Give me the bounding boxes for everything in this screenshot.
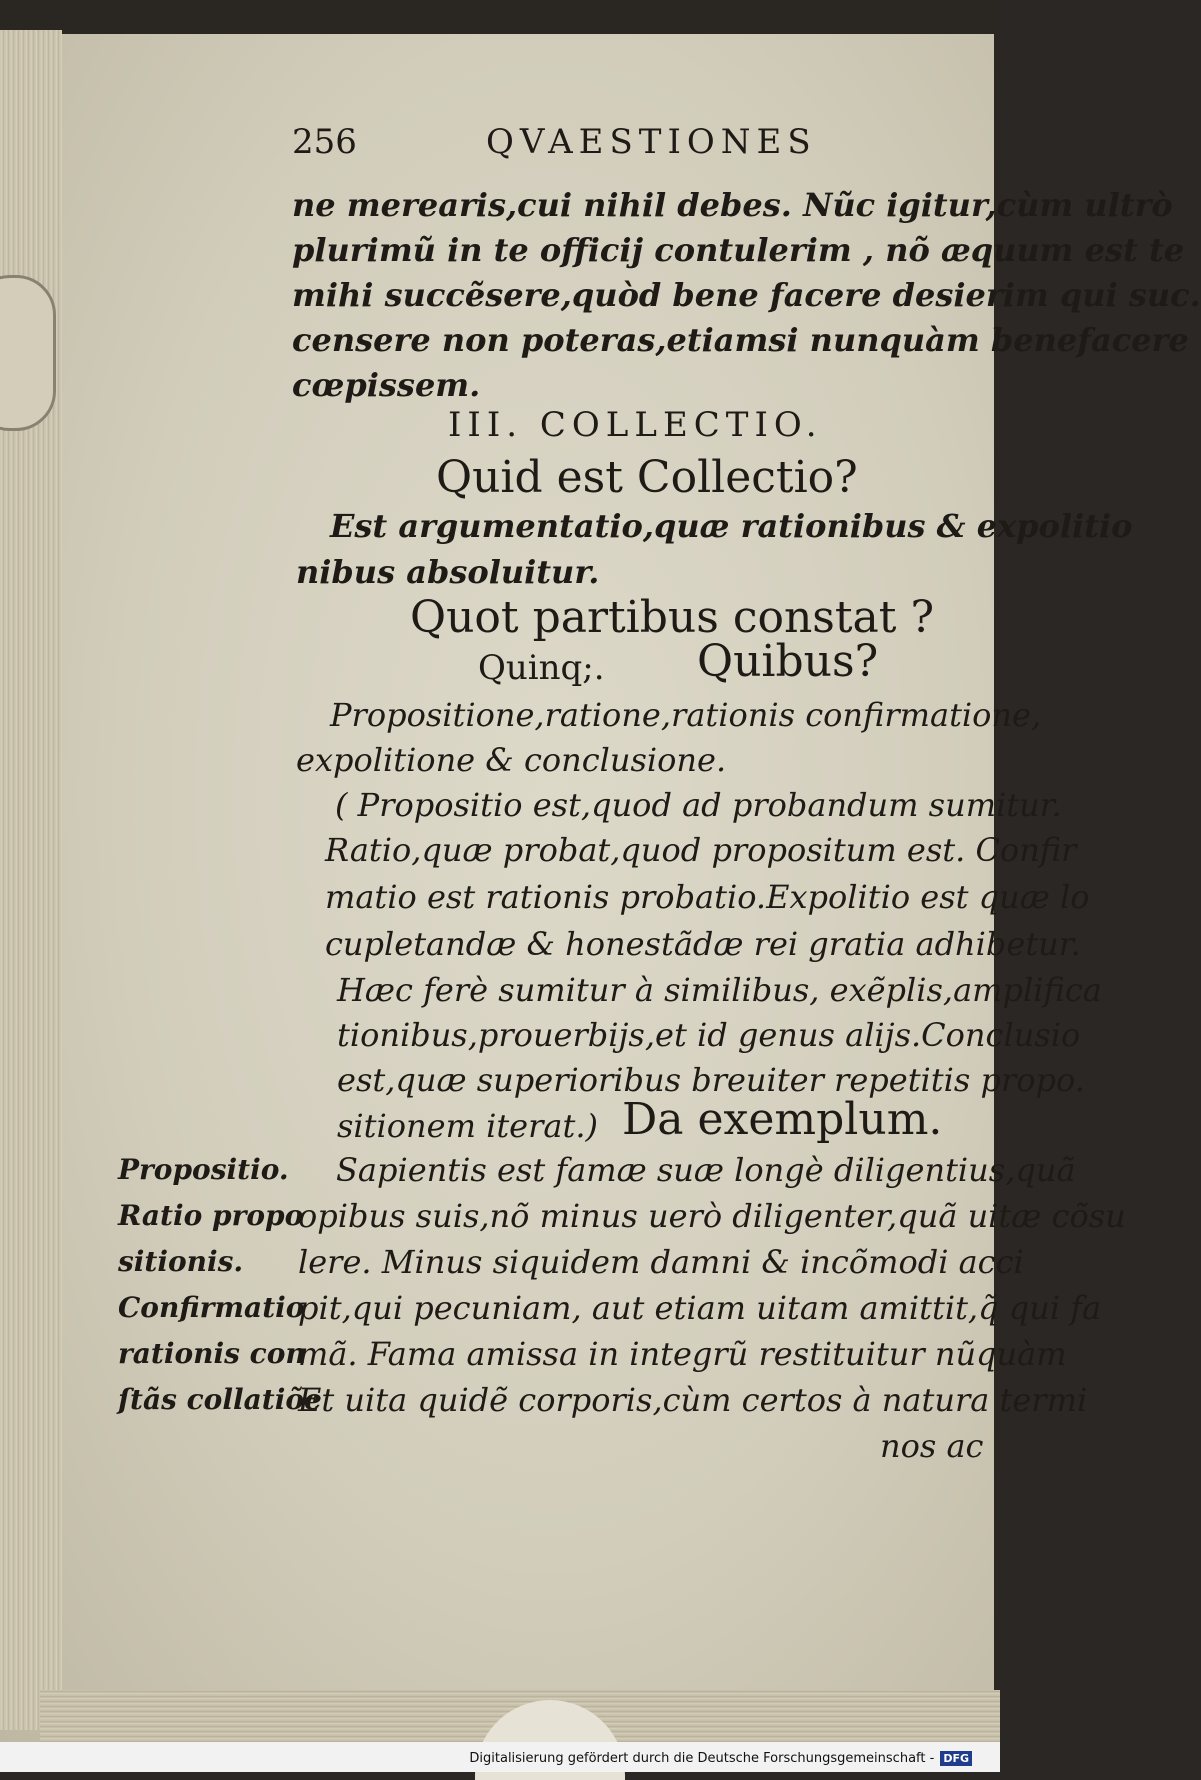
example-line: opibus suis,nõ minus uerò diligenter,quã uitæ cõsu bbox=[298, 1197, 1126, 1235]
margin-note: sitionis. bbox=[118, 1245, 244, 1278]
text-line: ne merearis,cui nihil debes. Nũc igitur,cùm ultrò bbox=[292, 186, 1173, 224]
digitization-credit bbox=[469, 1751, 972, 1766]
text-line: plurimũ in te officij contulerim , nõ æquum est te bbox=[292, 231, 1185, 269]
margin-note: Ratio propo bbox=[118, 1199, 304, 1232]
example-prompt: Da exemplum. bbox=[622, 1094, 943, 1145]
margin-note: Propositio. bbox=[118, 1153, 289, 1186]
text-line: mihi succẽsere,quòd bene facere desierim qui suc. bbox=[292, 276, 1201, 314]
page-number: 256 bbox=[292, 122, 357, 162]
answer-line: Est argumentatio,quæ rationibus & expolitio bbox=[330, 507, 1133, 545]
answer-line: expolitione & conclusione. bbox=[296, 741, 727, 779]
definition-line: tionibus,prouerbijs,et id genus alijs.Conclusio bbox=[337, 1016, 1081, 1054]
text-line: cœpissem. bbox=[292, 366, 481, 404]
margin-note: ſtãs collatiõe bbox=[118, 1383, 322, 1416]
definition-line: cupletandæ & honestãdæ rei gratia adhibetur. bbox=[325, 925, 1081, 963]
answer-number: Quinq;. bbox=[478, 648, 605, 688]
definition-line: Ratio,quæ probat,quod propositum est. Confir bbox=[325, 831, 1077, 869]
question-quibus: Quibus? bbox=[697, 636, 879, 687]
example-line: mã. Fama amissa in integrũ restituitur nũquàm bbox=[298, 1335, 1067, 1373]
margin-note: Confirmatio bbox=[118, 1291, 305, 1324]
definition-line: ( Propositio est,quod ad probandum sumitur. bbox=[335, 786, 1062, 824]
question-collectio: Quid est Collectio? bbox=[436, 452, 858, 503]
definition-line: est,quæ superioribus breuiter repetitis propo. bbox=[337, 1061, 1085, 1099]
example-line: lere. Minus siquidem damni & incõmodi acci bbox=[298, 1243, 1024, 1281]
question-partibus: Quot partibus constat ? bbox=[410, 592, 935, 643]
answer-line: nibus absoluitur. bbox=[296, 553, 600, 591]
dfg-logo: DFG bbox=[940, 1751, 972, 1766]
margin-note: rationis con bbox=[118, 1337, 306, 1370]
answer-line: Propositione,ratione,rationis confirmatione, bbox=[330, 696, 1042, 734]
example-line: pit,qui pecuniam, aut etiam uitam amittit,q̃ qui fa bbox=[298, 1289, 1102, 1327]
definition-line: sitionem iterat.) bbox=[337, 1107, 598, 1145]
definition-line: matio est rationis probatio.Expolitio est quæ lo bbox=[325, 878, 1090, 916]
example-line: Et uita quidẽ corporis,cùm certos à natura termi bbox=[298, 1381, 1088, 1419]
section-heading: III. COLLECTIO. bbox=[448, 405, 823, 445]
example-line: Sapientis est famæ suæ longè diligentius,quã bbox=[336, 1151, 1076, 1189]
catchword: nos ac bbox=[880, 1427, 984, 1465]
text-line: censere non poteras,etiamsi nunquàm benefacere bbox=[292, 321, 1189, 359]
running-title: QVAESTIONES bbox=[486, 122, 817, 162]
definition-line: Hæc ferè sumitur à similibus, exẽplis,amplifica bbox=[337, 971, 1102, 1009]
credit-text: Digitalisierung gefördert durch die Deutsche Forschungsgemeinschaft - bbox=[469, 1751, 935, 1766]
